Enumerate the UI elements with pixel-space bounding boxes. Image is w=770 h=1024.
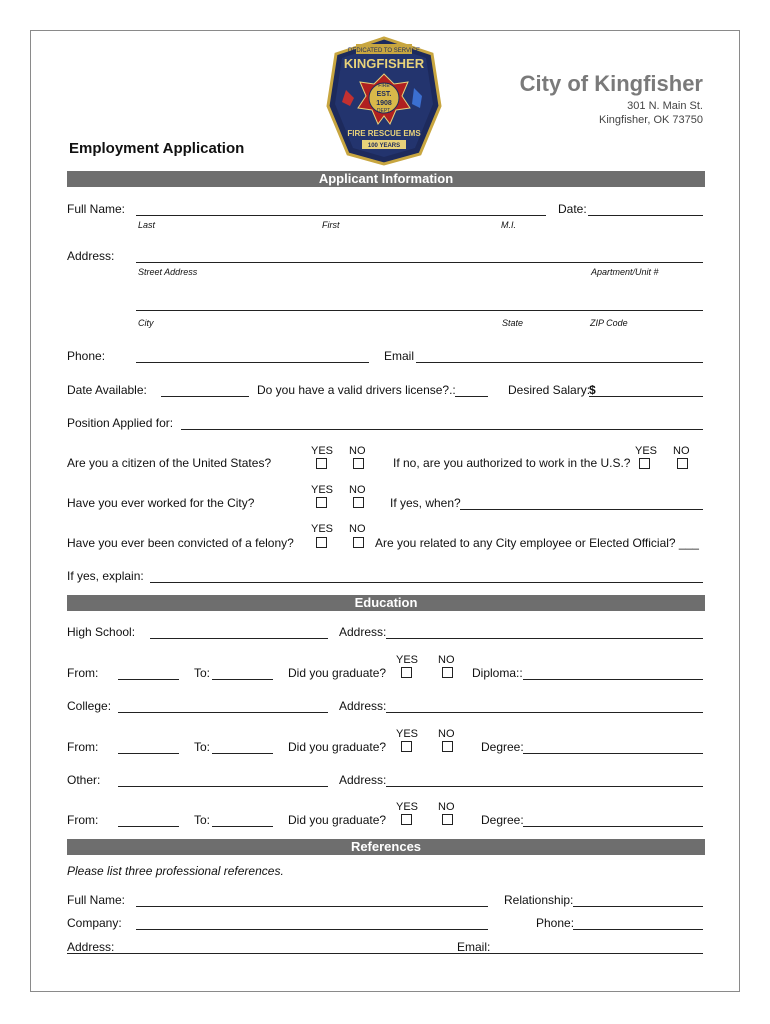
other-graduate-question: Did you graduate? — [288, 813, 387, 827]
mi-sublabel: M.I. — [501, 220, 516, 230]
if-yes-when-label: If yes, when? — [390, 496, 461, 510]
felony-no-checkbox[interactable] — [353, 537, 364, 548]
date-label: Date: — [558, 202, 587, 216]
felony-question: Have you ever been convicted of a felony? — [67, 536, 294, 550]
section-education: Education — [67, 595, 705, 611]
hs-to-label: To: — [194, 666, 211, 680]
other-from-field[interactable] — [118, 826, 179, 827]
last-sublabel: Last — [138, 220, 156, 230]
apartment-sublabel: Apartment/Unit # — [591, 267, 659, 277]
hs-from-label: From: — [67, 666, 99, 680]
city-state-zip: Kingfisher, OK 73750 — [599, 114, 703, 126]
hs-no-label: NO — [438, 654, 455, 666]
hs-from-field[interactable] — [118, 679, 179, 680]
felony-yes-checkbox[interactable] — [316, 537, 327, 548]
college-field[interactable] — [118, 712, 328, 713]
college-address-label: Address: — [339, 699, 387, 713]
other-address-label: Address: — [339, 773, 387, 787]
desired-salary-field[interactable] — [589, 396, 703, 397]
street-address-field[interactable] — [136, 262, 703, 263]
date-available-label: Date Available: — [67, 383, 147, 397]
city-state-zip-field[interactable] — [136, 310, 703, 311]
address-label: Address: — [67, 249, 115, 263]
other-field[interactable] — [118, 786, 328, 787]
college-from-field[interactable] — [118, 753, 179, 754]
hs-yes-label: YES — [396, 654, 419, 666]
phone-label: Phone: — [67, 349, 106, 363]
college-from-label: From: — [67, 740, 99, 754]
hs-address-label: Address: — [339, 625, 387, 639]
ref-full-name-label: Full Name: — [67, 893, 126, 907]
college-graduate-no-checkbox[interactable] — [442, 741, 453, 752]
ref-phone-label: Phone: — [536, 916, 575, 930]
high-school-label: High School: — [67, 625, 136, 639]
college-degree-field[interactable] — [523, 753, 703, 754]
ref-phone-field[interactable] — [573, 929, 703, 930]
authorized-no-label: NO — [673, 445, 690, 457]
college-no-label: NO — [438, 728, 455, 740]
city-street: 301 N. Main St. — [627, 100, 703, 112]
fire-department-patch-logo — [324, 36, 444, 166]
authorized-yes-checkbox[interactable] — [639, 458, 650, 469]
svg-text:KINGFISHER: KINGFISHER — [343, 56, 425, 71]
citizen-no-label: NO — [349, 445, 366, 457]
other-to-field[interactable] — [212, 826, 273, 827]
ref-full-name-field[interactable] — [136, 906, 488, 907]
if-yes-explain-label: If yes, explain: — [67, 569, 144, 583]
email-label: Email — [384, 349, 415, 363]
section-references: References — [67, 839, 705, 855]
college-address-field[interactable] — [386, 712, 703, 713]
hs-graduate-question: Did you graduate? — [288, 666, 387, 680]
other-degree-field[interactable] — [523, 826, 703, 827]
citizen-yes-label: YES — [311, 445, 334, 457]
application-sheet — [30, 30, 740, 992]
full-name-field[interactable] — [136, 215, 546, 216]
svg-text:EST.: EST. — [376, 91, 392, 98]
worked-yes-label: YES — [311, 484, 334, 496]
other-address-field[interactable] — [386, 786, 703, 787]
college-graduate-yes-checkbox[interactable] — [401, 741, 412, 752]
desired-salary-label: Desired Salary: — [508, 383, 591, 397]
worked-yes-checkbox[interactable] — [316, 497, 327, 508]
svg-text:100 YEARS: 100 YEARS — [367, 143, 401, 149]
authorized-no-checkbox[interactable] — [677, 458, 688, 469]
date-field[interactable] — [588, 215, 703, 216]
college-degree-label: Degree: — [481, 740, 524, 754]
city-name: City of Kingfisher — [519, 71, 703, 96]
worked-no-checkbox[interactable] — [353, 497, 364, 508]
authorized-question: If no, are you authorized to work in the U.S.? — [393, 456, 631, 470]
diploma-label: Diploma:: — [472, 666, 523, 680]
hs-graduate-yes-checkbox[interactable] — [401, 667, 412, 678]
hs-to-field[interactable] — [212, 679, 273, 680]
high-school-field[interactable] — [150, 638, 328, 639]
hs-graduate-no-checkbox[interactable] — [442, 667, 453, 678]
felony-yes-label: YES — [311, 523, 334, 535]
svg-text:1908: 1908 — [376, 100, 392, 107]
felony-no-label: NO — [349, 523, 366, 535]
full-name-label: Full Name: — [67, 202, 126, 216]
college-yes-label: YES — [396, 728, 419, 740]
other-from-label: From: — [67, 813, 99, 827]
street-address-sublabel: Street Address — [138, 267, 198, 277]
college-to-label: To: — [194, 740, 211, 754]
ref-company-label: Company: — [67, 916, 122, 930]
section-applicant-information: Applicant Information — [67, 171, 705, 187]
form-title: Employment Application — [69, 140, 245, 157]
drivers-license-field[interactable] — [455, 396, 488, 397]
citizen-question: Are you a citizen of the United States? — [67, 456, 272, 470]
svg-text:FIRE RESCUE EMS: FIRE RESCUE EMS — [347, 129, 421, 138]
zip-sublabel: ZIP Code — [590, 318, 628, 328]
diploma-field[interactable] — [523, 679, 703, 680]
drivers-license-label: Do you have a valid drivers license?.: — [257, 383, 456, 397]
ref-relationship-label: Relationship: — [504, 893, 574, 907]
other-to-label: To: — [194, 813, 211, 827]
other-graduate-yes-checkbox[interactable] — [401, 814, 412, 825]
college-graduate-question: Did you graduate? — [288, 740, 387, 754]
first-sublabel: First — [322, 220, 340, 230]
college-label: College: — [67, 699, 112, 713]
svg-text:DEDICATED TO SERVICE: DEDICATED TO SERVICE — [348, 48, 420, 54]
college-to-field[interactable] — [212, 753, 273, 754]
other-yes-label: YES — [396, 801, 419, 813]
ref-address-label: Address: — [67, 940, 115, 954]
ref-address-field[interactable] — [67, 953, 703, 954]
other-graduate-no-checkbox[interactable] — [442, 814, 453, 825]
authorized-yes-label: YES — [635, 445, 658, 457]
position-field[interactable] — [181, 429, 703, 430]
references-instruction: Please list three professional references. — [67, 864, 284, 878]
salary-symbol: $ — [589, 383, 596, 397]
svg-text:DEPT.: DEPT. — [376, 108, 392, 114]
if-yes-when-field[interactable] — [460, 509, 703, 510]
citizen-yes-checkbox[interactable] — [316, 458, 327, 469]
other-degree-label: Degree: — [481, 813, 524, 827]
email-field[interactable] — [416, 362, 703, 363]
worked-no-label: NO — [349, 484, 366, 496]
if-yes-explain-field[interactable] — [150, 582, 703, 583]
hs-address-field[interactable] — [386, 638, 703, 639]
other-label: Other: — [67, 773, 101, 787]
ref-company-field[interactable] — [136, 929, 488, 930]
worked-question: Have you ever worked for the City? — [67, 496, 255, 510]
related-question: Are you related to any City employee or Elected Official? ___ — [375, 536, 699, 550]
svg-text:FIRE: FIRE — [378, 83, 390, 89]
ref-relationship-field[interactable] — [573, 906, 703, 907]
phone-field[interactable] — [136, 362, 369, 363]
city-sublabel: City — [138, 318, 154, 328]
date-available-field[interactable] — [161, 396, 249, 397]
position-label: Position Applied for: — [67, 416, 174, 430]
ref-email-label: Email: — [457, 940, 491, 954]
citizen-no-checkbox[interactable] — [353, 458, 364, 469]
state-sublabel: State — [502, 318, 524, 328]
other-no-label: NO — [438, 801, 455, 813]
